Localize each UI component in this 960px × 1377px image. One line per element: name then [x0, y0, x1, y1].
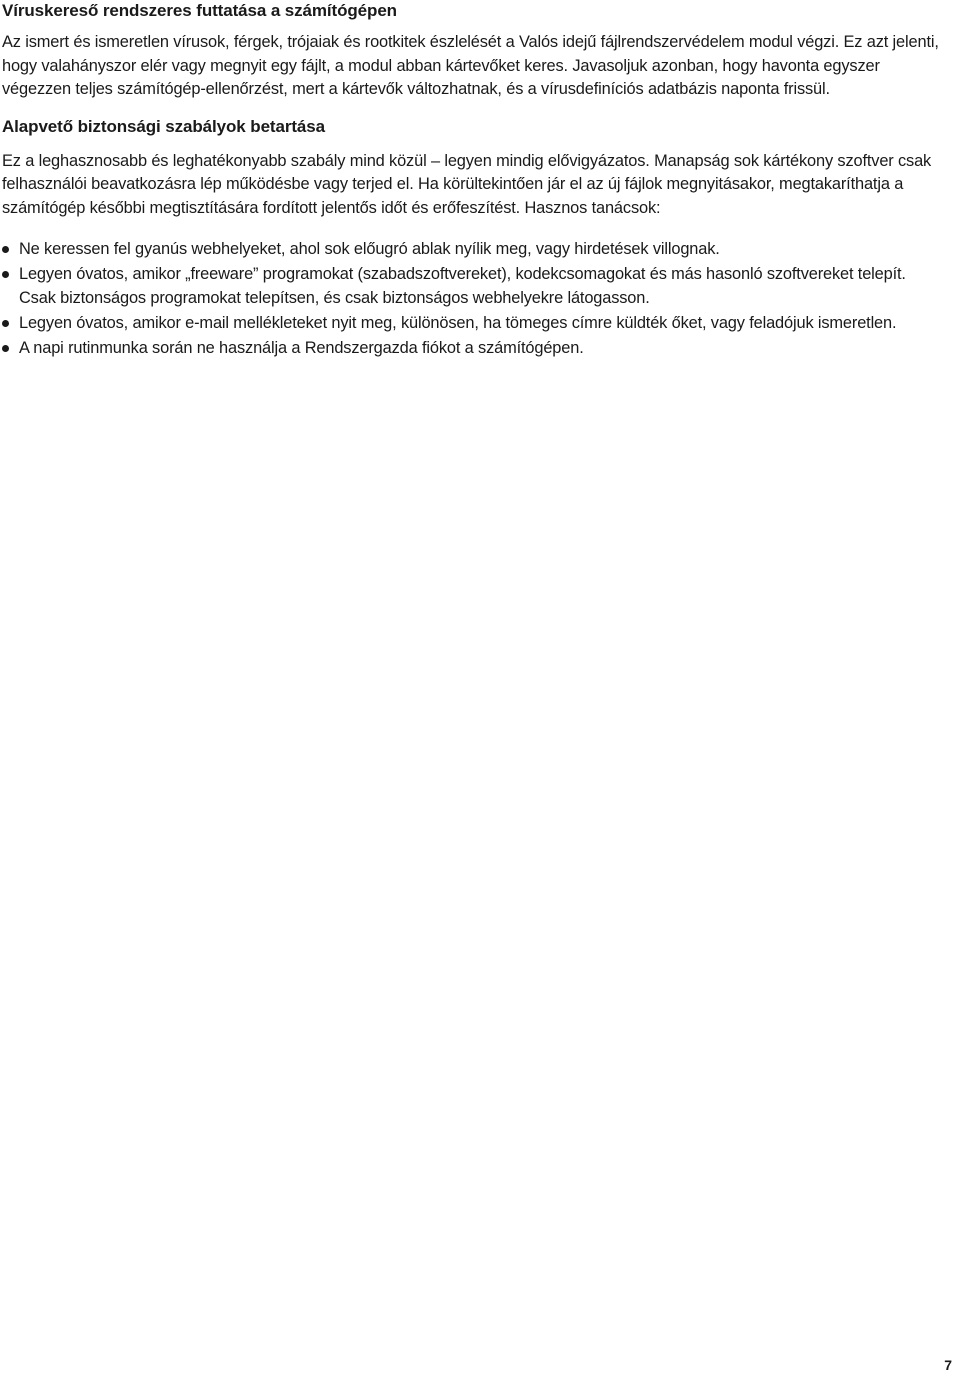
bullet-icon — [2, 271, 9, 278]
section-paragraph-virus-scan: Az ismert és ismeretlen vírusok, férgek, trójaiak és rootkitek észlelését a Valós idejű fájlrendszervédelem modul végzi. Ez azt jelenti, hogy valahányszor elér vagy megnyit egy fájlt, a modul abban kártevőket keres. Javasoljuk azonban, hogy havonta egyszer végezzen teljes számítógép-ellenőrzést, mert a kártevők változhatnak, és a vírusdefiníciós adatbázis naponta frissül. — [2, 33, 939, 98]
list-item — [2, 263, 940, 310]
list-item — [2, 238, 940, 262]
bullet-icon — [2, 345, 9, 352]
section-paragraph-security-rules: Ez a leghasznosabb és leghatékonyabb szabály mind közül – legyen mindig elővigyázatos. Manapság sok kártékony szoftver csak felhasználói beavatkozásra lép működésbe vagy terjed el. Ha körültekintően jár el az új fájlok megnyitásakor, megtakaríthatja a számítógép későbbi megtisztítására fordított jelentős időt és erőfeszítést. Hasznos tanácsok: — [2, 151, 932, 217]
list-item-text: Ne keressen fel gyanús webhelyeket, ahol sok előugró ablak nyílik meg, vagy hirdetések villognak. — [19, 240, 720, 258]
list-item — [2, 337, 940, 361]
tips-list — [2, 238, 940, 360]
list-item-text: Legyen óvatos, amikor e-mail mellékleteket nyit meg, különösen, ha tömeges címre küldték őket, vagy feladójuk ismeretlen. — [19, 313, 897, 332]
list-item — [2, 312, 940, 336]
list-item-text: A napi rutinmunka során ne használja a Rendszergazda fiókot a számítógépen. — [19, 338, 584, 357]
section-title-virus-scan: Víruskereső rendszeres futtatása a számítógépen — [2, 1, 397, 20]
page-number: 7 — [944, 1357, 952, 1373]
section-title-security-rules: Alapvető biztonsági szabályok betartása — [2, 116, 325, 136]
bullet-icon — [2, 246, 9, 253]
bullet-icon — [2, 320, 9, 327]
list-item-text: Legyen óvatos, amikor „freeware” programokat (szabadszoftvereket), kodekcsomagokat és más hasonló szoftvereket telepít. Csak biztonságos programokat telepítsen, és csak biztonságos webhelyekre látogasson. — [19, 265, 906, 307]
